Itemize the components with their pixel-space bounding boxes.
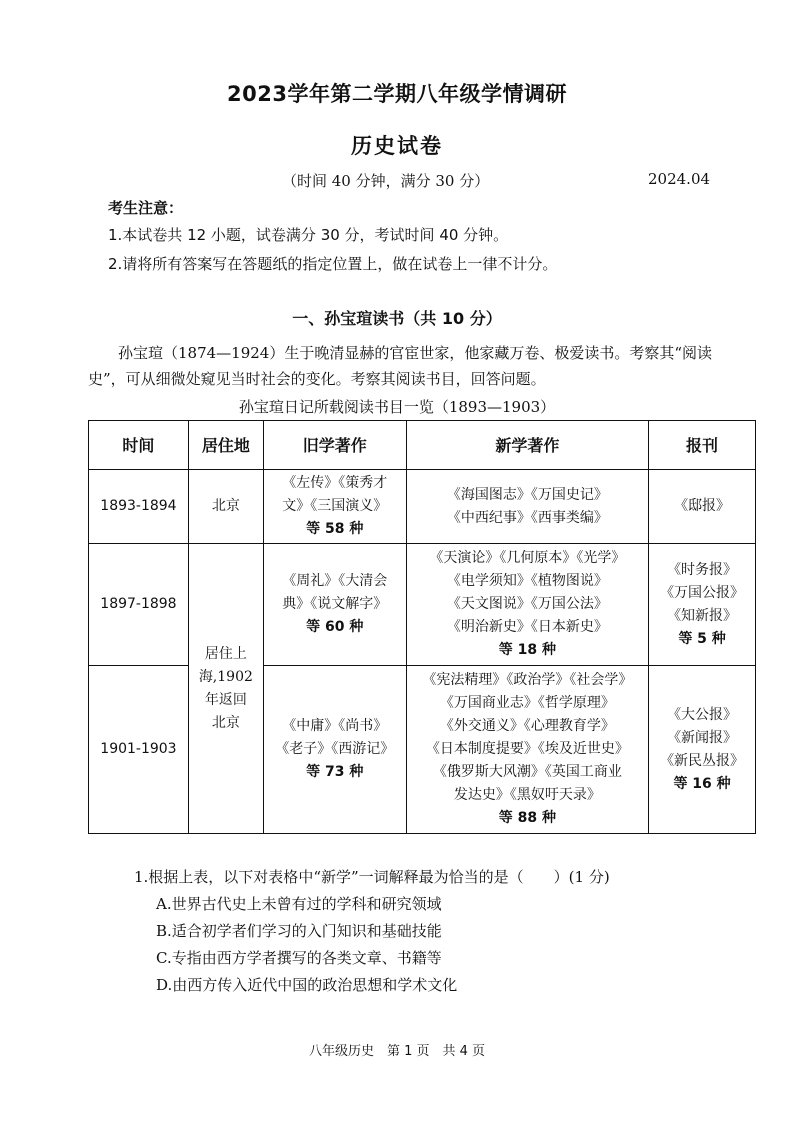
table-header-row <box>89 421 756 470</box>
row-period: 1893-1894 <box>89 470 189 544</box>
row-newspapers: 《时务报》 《万国公报》 《知新报》 等 5 种 <box>649 544 756 666</box>
header-place: 居住地 <box>188 421 263 470</box>
question-1-option-b[interactable]: B.适合初学者们学习的入门知识和基础技能 <box>156 922 442 940</box>
table-row <box>89 470 756 544</box>
row-period: 1897-1898 <box>89 544 189 666</box>
notice-rule-2: 2.请将所有答案写在答题纸的指定位置上，做在试卷上一律不计分。 <box>108 255 558 273</box>
exam-title: 2023学年第二学期八年级学情调研 <box>227 82 567 106</box>
question-1-stem: 1.根据上表，以下对表格中“新学”一词解释最为恰当的是（ ）(1 分) <box>134 868 610 886</box>
row-period: 1901-1903 <box>89 666 189 834</box>
row-newspapers: 《邸报》 <box>649 470 756 544</box>
question-1-option-c[interactable]: C.专指由西方学者撰写的各类文章、书籍等 <box>156 949 442 967</box>
row-old-books: 《左传》《策秀才 文》《三国演义》 等 58 种 <box>263 470 406 544</box>
row-new-books: 《天演论》《几何原本》《光学》 《电学须知》《植物图说》 《天文图说》《万国公法》 《明治新史》《日本新史》 等 18 种 <box>406 544 649 666</box>
section-title: 一、孙宝瑄读书（共 10 分） <box>292 309 502 328</box>
question-1-option-d[interactable]: D.由西方传入近代中国的政治思想和学术文化 <box>156 976 458 994</box>
header-newspapers: 报刊 <box>649 421 756 470</box>
section-intro: 孙宝瑄（1874—1924）生于晚清显赫的官宦世家，他家藏万卷、极爱读书。考察其“阅读史”，可从细微处窥见当时社会的变化。考察其阅读书目，回答问题。 <box>88 344 713 388</box>
exam-time-info: （时间 40 分钟，满分 30 分） <box>282 172 490 190</box>
exam-subject: 历史试卷 <box>351 134 443 158</box>
row-newspapers: 《大公报》 《新闻报》 《新民丛报》 等 16 种 <box>649 666 756 834</box>
exam-date: 2024.04 <box>648 170 711 188</box>
notice-rule-1: 1.本试卷共 12 小题，试卷满分 30 分，考试时间 40 分钟。 <box>108 226 509 244</box>
table-row <box>89 544 756 666</box>
header-old-books: 旧学著作 <box>263 421 406 470</box>
row-place-shanghai: 居住上 海,1902 年返回 北京 <box>188 544 263 834</box>
row-new-books: 《宪法精理》《政治学》《社会学》 《万国商业志》《哲学原理》 《外交通义》《心理教育学》 《日本制度提要》《埃及近世史》 《俄罗斯大风潮》《英国工商业 发达史》《黑奴吁天录》 等 88 种 <box>406 666 649 834</box>
question-1-option-a[interactable]: A.世界古代史上未曾有过的学科和研究领域 <box>156 895 442 913</box>
header-time: 时间 <box>89 421 189 470</box>
reading-list-table <box>88 420 756 834</box>
row-old-books: 《周礼》《大清会 典》《说文解字》 等 60 种 <box>263 544 406 666</box>
page-footer: 八年级历史 第 1 页 共 4 页 <box>308 1044 486 1059</box>
header-new-books: 新学著作 <box>406 421 649 470</box>
row-place: 北京 <box>188 470 263 544</box>
notice-heading: 考生注意： <box>108 199 184 217</box>
table-caption: 孙宝瑄日记所载阅读书目一览（1893—1903） <box>238 398 556 416</box>
row-old-books: 《中庸》《尚书》 《老子》《西游记》 等 73 种 <box>263 666 406 834</box>
row-new-books: 《海国图志》《万国史记》 《中西纪事》《西事类编》 <box>406 470 649 544</box>
